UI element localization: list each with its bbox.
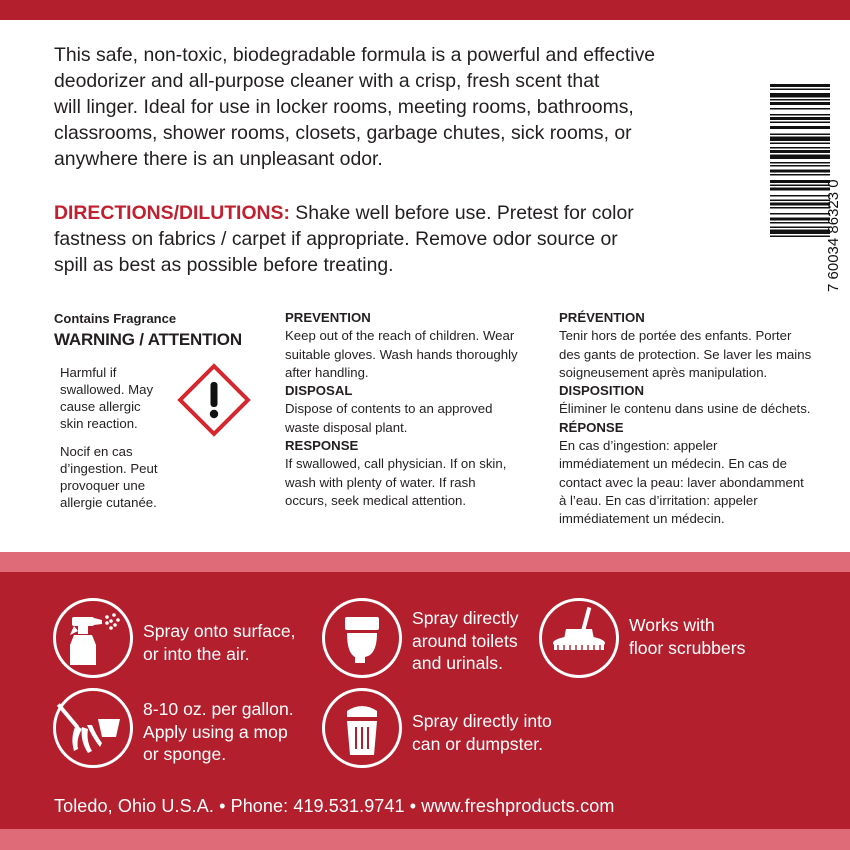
response-line-fr: contact avec la peau: laver abondamment xyxy=(559,474,804,490)
barcode-bar xyxy=(770,218,830,221)
instruction-line: Apply using a mop xyxy=(143,721,288,742)
barcode-bar xyxy=(770,126,830,129)
instruction-line: Spray directly xyxy=(412,608,519,628)
exclamation-mark-hazard-icon xyxy=(176,362,252,438)
response-line-fr: immédiatement un médecin. xyxy=(559,511,725,527)
response-line: occurs, seek medical attention. xyxy=(285,492,467,508)
barcode-bar xyxy=(770,122,830,124)
directions-heading: DIRECTIONS/DILUTIONS: xyxy=(54,202,290,224)
response-line-fr: En cas d’ingestion: appeler xyxy=(559,438,718,454)
prevention-heading-fr: PRÉVENTION xyxy=(559,310,645,325)
barcode-bar xyxy=(770,84,830,87)
barcode-bar xyxy=(770,102,830,105)
response-line: If swallowed, call physician. If on skin, xyxy=(285,456,507,472)
instruction-toilet xyxy=(412,607,519,675)
barcode-bar xyxy=(770,114,830,116)
barcode-bar xyxy=(770,227,830,229)
instruction-mop xyxy=(143,698,294,766)
barcode-bar xyxy=(770,89,830,91)
barcode xyxy=(752,78,842,296)
instruction-line: and urinals. xyxy=(412,653,503,673)
barcode-bar xyxy=(770,117,830,120)
barcode-bar xyxy=(770,137,830,142)
hazard-line: cause allergic xyxy=(60,399,141,414)
instruction-scrubber xyxy=(629,614,745,659)
barcode-bar xyxy=(770,222,830,224)
hazard-statement-fr xyxy=(60,443,180,511)
response-line-fr: immédiatement un médecin. En cas de xyxy=(559,456,787,472)
trash-can-icon xyxy=(322,688,402,768)
barcode-bar xyxy=(770,108,830,110)
hazard-line: provoquer une xyxy=(60,478,146,493)
barcode-bar xyxy=(770,185,830,187)
contains-fragrance: Contains Fragrance xyxy=(54,311,177,326)
directions-text: fastness on fabrics / carpet if appropriate. Remove odor source or xyxy=(54,228,618,250)
disposal-line: waste disposal plant. xyxy=(285,419,408,435)
prevention-line: suitable gloves. Wash hands thoroughly xyxy=(285,346,518,362)
toilet-icon xyxy=(322,598,402,678)
hazard-line: swallowed. May xyxy=(60,382,154,397)
instruction-line: Works with xyxy=(629,615,715,635)
barcode-bar xyxy=(770,230,830,235)
instruction-can xyxy=(412,710,552,755)
directions-section xyxy=(54,200,754,278)
hazard-line: Nocif en cas xyxy=(60,444,133,459)
barcode-bar xyxy=(770,213,830,215)
barcode-bar xyxy=(770,143,830,145)
hazard-line: d’ingestion. Peut xyxy=(60,461,158,476)
product-description xyxy=(54,42,754,172)
company-contact-footer: Toledo, Ohio U.S.A. • Phone: 419.531.9741 • www.freshproducts.com xyxy=(54,796,615,816)
disposal-line: Dispose of contents to an approved xyxy=(285,401,493,417)
instruction-spray xyxy=(143,620,296,665)
barcode-bar xyxy=(770,195,830,197)
directions-text: spill as best as possible before treating. xyxy=(54,254,394,276)
barcode-bar xyxy=(770,162,830,164)
barcode-bar xyxy=(770,174,830,176)
response-line-fr: à l’eau. En cas d’irritation: appeler xyxy=(559,492,758,508)
description-line: This safe, non-toxic, biodegradable formula is a powerful and effective xyxy=(54,44,656,66)
mop-bucket-icon xyxy=(53,688,133,768)
response-heading-fr: RÉPONSE xyxy=(559,419,624,435)
warning-title: WARNING / ATTENTION xyxy=(54,330,242,349)
description-line: anywhere there is an unpleasant odor. xyxy=(54,148,383,170)
precautions-english xyxy=(285,309,550,510)
barcode-bar xyxy=(770,134,830,136)
directions-text: Shake well before use. Pretest for color xyxy=(289,202,634,224)
instruction-line: or sponge. xyxy=(143,744,227,764)
response-line: wash with plenty of water. If rash xyxy=(285,474,476,490)
prevention-line: after handling. xyxy=(285,364,369,380)
prevention-line-fr: des gants de protection. Se laver les mains xyxy=(559,346,812,362)
barcode-bar xyxy=(770,165,830,167)
barcode-bar xyxy=(770,200,830,202)
hazard-statement-en xyxy=(60,364,170,432)
disposal-heading-fr: DISPOSITION xyxy=(559,383,644,399)
disposal-line-fr: Éliminer le contenu dans usine de déchets. xyxy=(559,401,811,417)
barcode-bar xyxy=(770,147,830,149)
barcode-number: 7 60034 86323 0 xyxy=(825,179,842,292)
barcode-bar xyxy=(770,150,830,153)
disposal-heading: DISPOSAL xyxy=(285,383,353,399)
floor-scrubber-icon xyxy=(539,598,619,678)
description-line: deodorizer and all-purpose cleaner with a crisp, fresh scent that xyxy=(54,70,600,92)
description-line: will linger. Ideal for use in locker rooms, meeting rooms, bathrooms, xyxy=(54,96,634,118)
description-line: classrooms, shower rooms, closets, garbage chutes, sick rooms, or xyxy=(54,122,632,144)
barcode-bar xyxy=(770,170,830,173)
barcode-bar xyxy=(770,236,830,238)
instruction-line: 8-10 oz. per gallon. xyxy=(143,699,294,719)
top-band xyxy=(0,0,850,20)
precautions-french xyxy=(559,309,844,529)
instruction-line: Spray onto surface, xyxy=(143,621,296,641)
barcode-bar xyxy=(770,93,830,98)
prevention-line-fr: Tenir hors de portée des enfants. Porter xyxy=(559,328,792,344)
barcode-bar xyxy=(770,180,830,183)
accent-band-top xyxy=(0,552,850,572)
barcode-bar xyxy=(770,188,830,191)
instruction-line: can or dumpster. xyxy=(412,733,544,754)
barcode-bar xyxy=(770,207,830,209)
instruction-line: around toilets xyxy=(412,630,518,651)
barcode-bar xyxy=(770,203,830,206)
prevention-line-fr: soigneusement après manipulation. xyxy=(559,364,768,380)
accent-band-bottom xyxy=(0,829,850,850)
hazard-line: skin reaction. xyxy=(60,416,138,431)
instruction-line: Spray directly into xyxy=(412,711,552,731)
response-heading: RESPONSE xyxy=(285,438,359,454)
prevention-heading: PREVENTION xyxy=(285,310,371,325)
instruction-line: or into the air. xyxy=(143,643,250,664)
barcode-bar xyxy=(770,155,830,160)
prevention-line: Keep out of the reach of children. Wear xyxy=(285,328,515,344)
spray-bottle-icon xyxy=(53,598,133,678)
barcode-bar xyxy=(770,99,830,101)
hazard-line: Harmful if xyxy=(60,365,117,380)
hazard-line: allergie cutanée. xyxy=(60,495,157,510)
instruction-line: floor scrubbers xyxy=(629,637,746,658)
